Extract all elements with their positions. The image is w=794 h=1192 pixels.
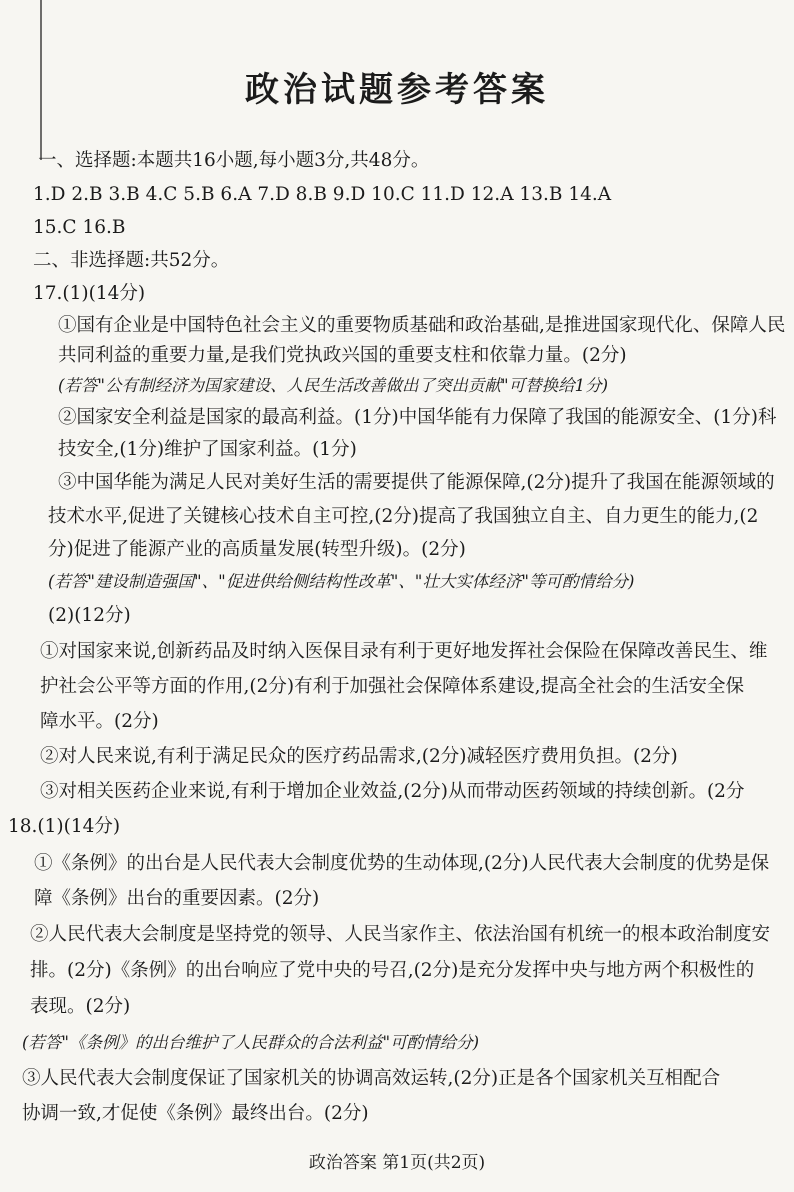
answer-text-line: 17.(1)(14分): [33, 283, 146, 304]
grading-note-line: (若答"建设制造强国"、"促进供给侧结构性改革"、"壮大实体经济"等可酌情给分): [48, 572, 635, 591]
answer-text-line: ③对相关医药企业来说,有利于增加企业效益,(2分)从而带动医药领域的持续创新。(2分: [40, 781, 745, 802]
answer-text-line: 障《条例》出台的重要因素。(2分): [34, 888, 320, 909]
answer-text-line: 分)促进了能源产业的高质量发展(转型升级)。(2分): [48, 539, 466, 560]
answer-text-line: ③人民代表大会制度保证了国家机关的协调高效运转,(2分)正是各个国家机关互相配合: [22, 1068, 721, 1089]
page-footer: 政治答案 第1页(共2页): [308, 1153, 486, 1173]
grading-note-line: (若答"公有制经济为国家建设、人民生活改善做出了突出贡献"可替换给1分): [58, 376, 609, 395]
answer-text-line: ①国有企业是中国特色社会主义的重要物质基础和政治基础,是推进国家现代化、保障人民: [58, 315, 786, 336]
answer-text-line: 技术水平,促进了关键核心技术自主可控,(2分)提高了我国独立自主、自力更生的能力,(2: [48, 506, 759, 527]
answer-text-line: 一、选择题:本题共16小题,每小题3分,共48分。: [38, 150, 430, 171]
answer-text-line: ①《条例》的出台是人民代表大会制度优势的生动体现,(2分)人民代表大会制度的优势是保: [34, 853, 770, 874]
answer-text-line: 障水平。(2分): [40, 711, 159, 732]
answer-text-line: ②对人民来说,有利于满足民众的医疗药品需求,(2分)减轻医疗费用负担。(2分): [40, 746, 678, 767]
answer-text-line: 技安全,(1分)维护了国家利益。(1分): [58, 439, 357, 460]
answer-text-line: ①对国家来说,创新药品及时纳入医保目录有利于更好地发挥社会保险在保障改善民生、维: [40, 641, 768, 662]
answer-text-line: 护社会公平等方面的作用,(2分)有利于加强社会保障体系建设,提高全社会的生活安全保: [40, 676, 744, 697]
grading-note-line: (若答"《条例》的出台维护了人民群众的合法利益"可酌情给分): [22, 1033, 480, 1052]
answer-text-line: 18.(1)(14分): [8, 816, 121, 837]
answer-text-line: 协调一致,才促使《条例》最终出台。(2分): [22, 1103, 369, 1124]
answer-text-line: 1.D 2.B 3.B 4.C 5.B 6.A 7.D 8.B 9.D 10.C 11.D 12.A 13.B 14.A: [33, 184, 612, 205]
answer-text-line: 共同利益的重要力量,是我们党执政兴国的重要支柱和依靠力量。(2分): [58, 345, 627, 366]
answer-text-line: 排。(2分)《条例》的出台响应了党中央的号召,(2分)是充分发挥中央与地方两个积极性的: [30, 960, 755, 981]
answer-text-line: (2)(12分): [48, 605, 131, 626]
answer-text-line: 表现。(2分): [30, 996, 131, 1017]
answer-text-line: ③中国华能为满足人民对美好生活的需要提供了能源保障,(2分)提升了我国在能源领域的: [58, 472, 775, 493]
page-title: 政治试题参考答案: [245, 70, 549, 110]
answer-text-line: 二、非选择题:共52分。: [33, 250, 230, 271]
answer-text-line: ②人民代表大会制度是坚持党的领导、人民当家作主、依法治国有机统一的根本政治制度安: [30, 924, 771, 945]
answer-text-line: 15.C 16.B: [33, 217, 126, 238]
answer-text-line: ②国家安全利益是国家的最高利益。(1分)中国华能有力保障了我国的能源安全、(1分)科: [58, 407, 777, 428]
